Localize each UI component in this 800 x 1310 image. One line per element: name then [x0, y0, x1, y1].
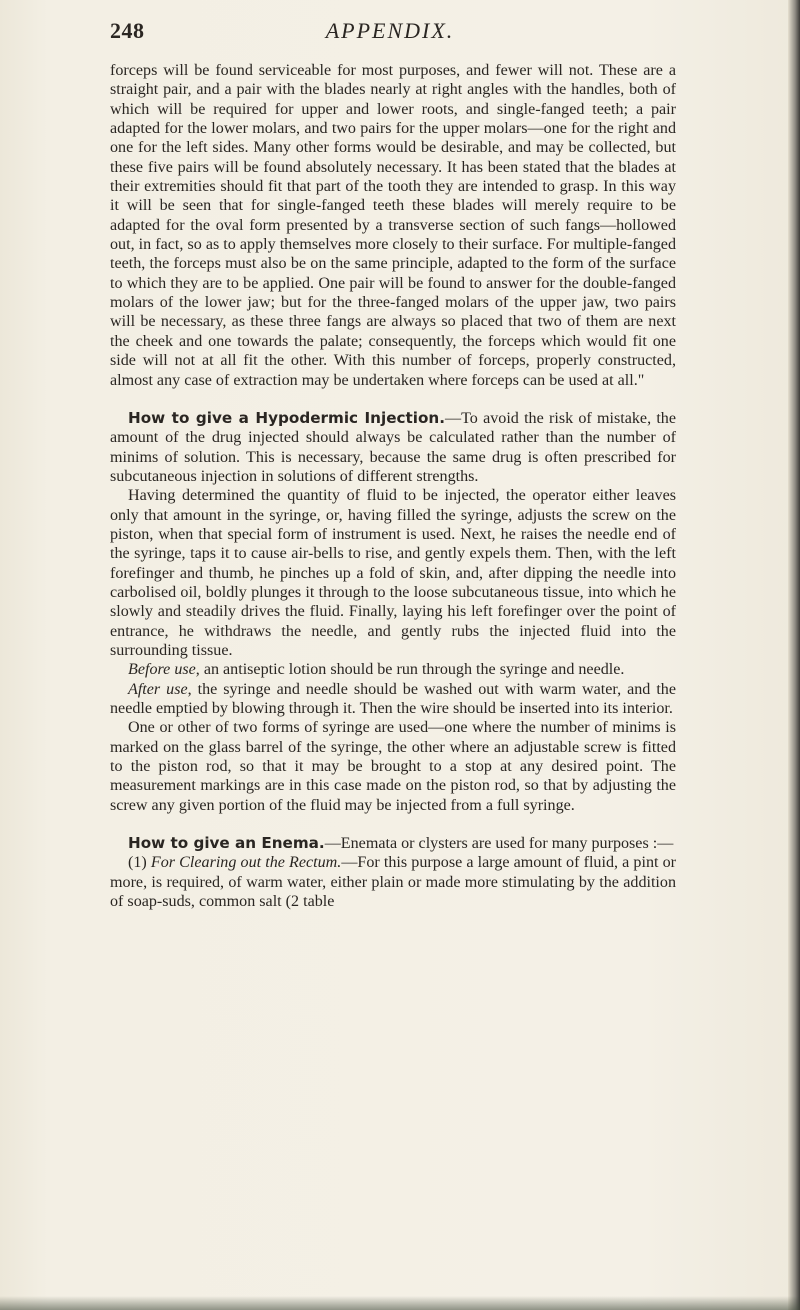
body-text [110, 61, 676, 911]
paragraph-after-use [110, 680, 676, 719]
paragraph-hypodermic-procedure: Having determined the quantity of fluid to be injected, the operator either leaves only that amount in the syringe, or, having filled the syringe, adjusts the screw on the piston, when that special form of instrument is used. Next, he raises the needle end of the syringe, taps it to cause air-bells to rise, and gently expels them. Then, with the left forefinger and thumb, he pinches up a fold of skin, and, after dipping the needle into carbolised oil, boldly plunges it through to the loose subcutaneous tissue, into which he slowly and steadily drives the fluid. Finally, laying his left forefinger over the point of entrance, he withdraws the needle, and gently rubs the injected fluid into the surrounding tissue. [110, 487, 676, 659]
enema-intro-text: —Enemata or clysters are used for many purposes :— [324, 835, 674, 853]
paragraph-hypodermic-intro [110, 409, 676, 486]
book-spine-shadow [788, 0, 800, 1310]
hypodermic-intro-text: —To avoid the risk of mistake, the amount of the drug injected should always be calculated rather than the number of minims of solution. This is necessary, because the same drug is often prescribed for subcutaneous injection in solutions of different strengths. [110, 409, 676, 485]
section-heading-enema: How to give an Enema. [128, 834, 325, 853]
page-bottom-shadow [0, 1296, 800, 1310]
after-use-label: After use [128, 680, 188, 698]
paragraph-syringe-forms: One or other of two forms of syringe are used—one where the number of minims is marked on the glass barrel of the syringe, the other where an adjustable screw is fitted to the piston rod, so that it may be brought to a stop at any desired point. The measurement markings are in this case made on the piston rod, so that by adjusting the screw any given portion of the fluid may be injected from a full syringe. [110, 719, 676, 814]
paragraph-clearing-rectum [110, 853, 676, 911]
after-use-text: , the syringe and needle should be washed out with warm water, and the needle emptied by blowing through it. Then the wire should be inserted into its interior. [110, 680, 676, 717]
paragraph-before-use [110, 660, 676, 679]
paragraph-enema-intro [110, 834, 676, 853]
page-header [110, 18, 670, 48]
paragraph-forceps: forceps will be found serviceable for most purposes, and fewer will not. These are a straight pair, and a pair with the blades nearly at right angles with the handles, both of which will be required for upper and lower roots, and single-fanged teeth; a pair adapted for the lower molars, and two pairs for the upper molars—one for the right and one for the left sides. Many other forms would be desirable, and may be collected, but these five pairs will be found absolutely necessary. It has been stated that the blades at their extremities should fit that part of the tooth they are intended to grasp. In this way it will be seen that for single-fanged teeth these blades will merely require to be adapted for the oval form presented by a transverse section of such fangs—hollowed out, in fact, so as to apply themselves more closely to their surface. For multiple-fanged teeth, the forceps must also be on the same principle, adapted to the form of the surface to which they are to be applied. One pair will be found to answer for the double-fanged molars of the lower jaw; but for the three-fanged molars of the upper jaw, two pairs will be necessary, as these three fangs are always so placed that two of them are next the cheek and one towards the palate; consequently, the forceps which would fit one side will not at all fit the other. With this number of forceps, properly constructed, almost any case of extraction may be undertaken where forceps can be used at all." [110, 62, 676, 389]
before-use-label: Before use [128, 661, 196, 679]
running-head: APPENDIX. [325, 18, 455, 43]
page-number: 248 [110, 18, 145, 43]
clearing-rectum-label: For Clearing out the Rectum. [150, 854, 342, 872]
section-heading-hypodermic: How to give a Hypodermic Injection. [128, 408, 445, 427]
before-use-text: , an antiseptic lotion should be run through the syringe and needle. [195, 661, 625, 679]
clearing-rectum-text: —For this purpose a large amount of fluid, a pint or more, is required, of warm water, either plain or made more stimulating by the addition of soap-suds, common salt (2 table [110, 854, 676, 911]
list-number: (1) [128, 854, 151, 872]
